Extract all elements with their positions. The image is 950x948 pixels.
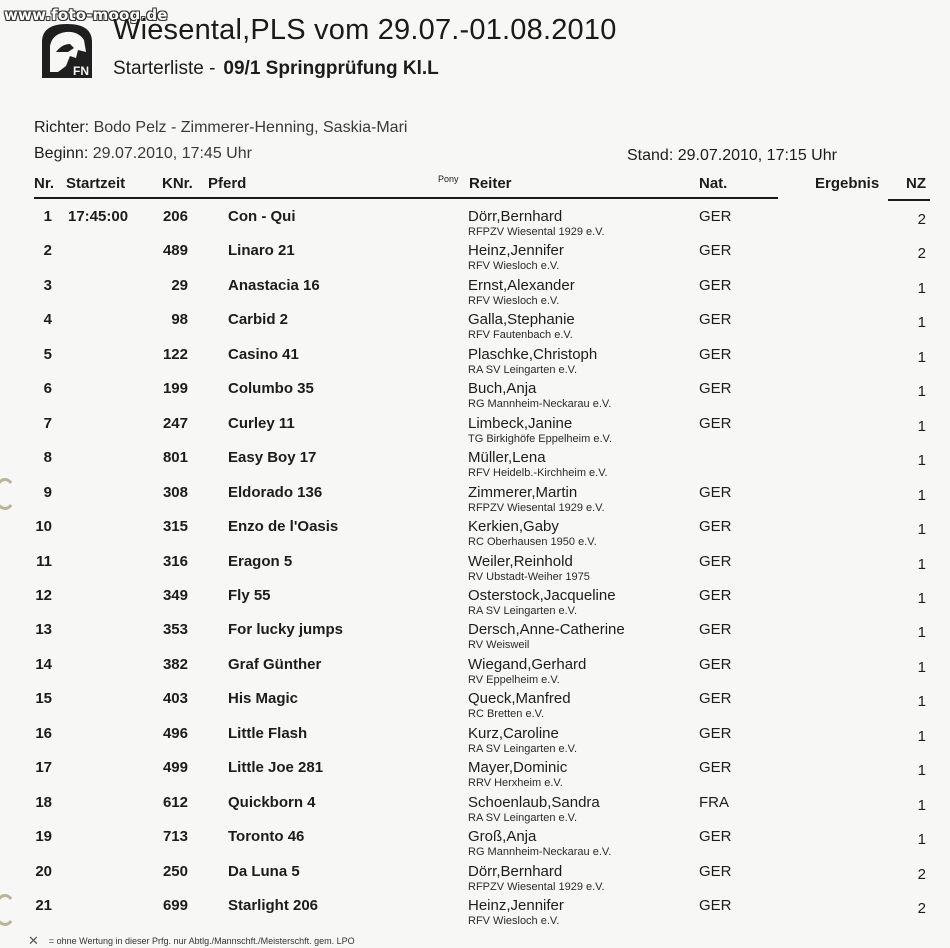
row-nz: 1 (917, 279, 926, 297)
row-knr: 382 (162, 655, 188, 673)
row-pferd: Carbid 2 (228, 311, 289, 329)
row-knr: 122 (162, 345, 188, 363)
row-reiter: Wiegand,Gerhard (468, 655, 587, 673)
row-nat: GER (699, 586, 732, 604)
row-nat: GER (699, 276, 732, 294)
table-row (0, 311, 950, 345)
row-knr: 199 (162, 380, 188, 398)
beginn-value: 29.07.2010, 17:45 Uhr (92, 145, 252, 162)
row-club: RFV Wiesloch e.V. (468, 915, 560, 927)
beginn-line (34, 145, 252, 163)
table-row (0, 242, 950, 276)
row-nz: 1 (917, 314, 926, 332)
beginn-label: Beginn: (34, 145, 89, 162)
row-nat: GER (699, 483, 732, 501)
row-nr: 17 (35, 759, 52, 777)
row-nz: 1 (917, 762, 926, 780)
row-knr: 801 (162, 449, 188, 467)
row-nz: 2 (917, 245, 926, 263)
page-title: Wiesental,PLS vom 29.07.-01.08.2010 (113, 14, 617, 46)
row-knr: 489 (162, 242, 188, 260)
row-nat: GER (699, 380, 732, 398)
row-reiter: Limbeck,Janine (468, 414, 573, 432)
row-nat: GER (699, 208, 732, 225)
row-nz: 1 (917, 417, 926, 435)
row-nz: 1 (917, 796, 926, 814)
row-reiter: Buch,Anja (468, 380, 537, 398)
row-knr: 353 (162, 621, 188, 639)
row-nr: 7 (43, 414, 52, 432)
row-club: RA SV Leingarten e.V. (468, 811, 578, 824)
row-club: RV Weisweil (468, 639, 530, 652)
row-nat: GER (699, 862, 732, 880)
row-nz: 2 (917, 211, 926, 228)
row-reiter: Queck,Manfred (468, 690, 571, 708)
row-nat: GER (699, 311, 732, 329)
row-pferd: For lucky jumps (228, 621, 344, 639)
header-rule (34, 197, 778, 199)
row-nz: 1 (917, 658, 926, 676)
row-nr: 16 (35, 724, 52, 742)
page-subtitle (113, 58, 439, 80)
row-reiter: Heinz,Jennifer (468, 242, 564, 260)
row-club: RV Ubstadt-Weiher 1975 (468, 570, 590, 583)
row-nr: 1 (43, 208, 52, 225)
table-row (0, 897, 950, 931)
row-reiter: Dörr,Bernhard (468, 862, 563, 880)
row-knr: 713 (162, 828, 188, 846)
row-startzeit: 17:45:00 (68, 208, 129, 225)
row-reiter: Ernst,Alexander (468, 276, 575, 294)
row-reiter: Kurz,Caroline (468, 724, 559, 742)
row-pferd: Eldorado 136 (228, 483, 323, 501)
richter-label: Richter: (34, 119, 90, 136)
header-rule-nz (888, 199, 930, 201)
table-row (0, 863, 950, 897)
stand-line: Stand: 29.07.2010, 17:15 Uhr (627, 147, 837, 164)
fn-logo (40, 22, 94, 80)
row-nat: GER (699, 724, 732, 742)
row-club: RRV Herxheim e.V. (468, 777, 563, 790)
row-nr: 2 (43, 242, 52, 260)
row-nat: GER (699, 690, 732, 708)
row-pferd: Columbo 35 (228, 380, 314, 398)
row-nz: 1 (917, 348, 926, 366)
row-club: RA SV Leingarten e.V. (468, 742, 578, 755)
row-nr: 21 (35, 897, 52, 914)
col-reiter: Reiter (469, 175, 512, 192)
row-club: RG Mannheim-Neckarau e.V. (468, 846, 612, 859)
table-row (0, 380, 950, 414)
table-row (0, 725, 950, 759)
row-pferd: Toronto 46 (228, 828, 305, 846)
table-row (0, 690, 950, 724)
row-knr: 308 (162, 483, 188, 501)
row-knr: 98 (171, 311, 188, 329)
row-nr: 15 (35, 690, 52, 708)
row-nz: 1 (917, 727, 926, 745)
row-nz: 1 (917, 624, 926, 642)
row-reiter: Galla,Stephanie (468, 311, 575, 329)
row-nat: GER (699, 897, 732, 914)
table-row (0, 621, 950, 655)
row-nat: GER (699, 414, 732, 432)
row-club: RFV Wiesloch e.V. (468, 294, 560, 307)
row-pferd: Curley 11 (228, 414, 295, 432)
row-knr: 699 (162, 897, 188, 914)
col-pferd: Pferd (208, 175, 247, 192)
row-reiter: Dörr,Bernhard (468, 208, 563, 225)
row-nat: GER (699, 621, 732, 639)
table-row (0, 277, 950, 311)
row-knr: 315 (162, 518, 188, 536)
row-nz: 1 (917, 555, 926, 573)
row-pferd: Linaro 21 (228, 242, 295, 260)
row-pferd: Casino 41 (228, 345, 299, 363)
row-pferd: Enzo de l'Oasis (228, 518, 339, 536)
row-nr: 5 (43, 345, 52, 363)
row-nz: 1 (917, 693, 926, 711)
row-knr: 496 (162, 724, 188, 742)
row-club: RFPZV Wiesental 1929 e.V. (468, 880, 605, 893)
row-reiter: Kerkien,Gaby (468, 518, 559, 536)
row-nz: 1 (917, 589, 926, 607)
table-row (0, 346, 950, 380)
col-knr: KNr. (162, 175, 193, 192)
row-knr: 349 (162, 586, 188, 604)
row-nz: 1 (917, 383, 926, 401)
watermark: www.foto-moog.de (4, 6, 168, 24)
row-nr: 19 (35, 828, 52, 846)
row-reiter: Osterstock,Jacqueline (468, 586, 616, 604)
row-pferd: Quickborn 4 (228, 793, 316, 811)
row-nz: 1 (917, 831, 926, 849)
col-nz: NZ (906, 175, 926, 192)
table-row (0, 794, 950, 828)
row-knr: 206 (162, 208, 188, 225)
table-row (0, 449, 950, 483)
row-pferd: Starlight 206 (228, 897, 319, 914)
row-nr: 6 (43, 380, 52, 398)
row-pferd: His Magic (228, 690, 299, 708)
table-row (0, 518, 950, 552)
row-nat: FRA (699, 793, 729, 811)
row-club: RG Mannheim-Neckarau e.V. (468, 398, 612, 411)
richter-line (34, 119, 407, 137)
row-nz: 1 (917, 452, 926, 470)
row-reiter: Plaschke,Christoph (468, 345, 598, 363)
row-club: RFPZV Wiesental 1929 e.V. (468, 501, 605, 514)
logo-fn-text: FN (73, 64, 89, 78)
row-pferd: Anastacia 16 (228, 276, 320, 294)
row-reiter: Dersch,Anne-Catherine (468, 621, 625, 639)
table-row (0, 828, 950, 862)
row-knr: 499 (162, 759, 188, 777)
row-club: RV Eppelheim e.V. (468, 673, 560, 686)
row-nat: GER (699, 518, 732, 536)
row-nr: 18 (35, 793, 52, 811)
subtitle-label: Starterliste - (113, 58, 216, 79)
row-knr: 403 (162, 690, 188, 708)
row-reiter: Heinz,Jennifer (468, 897, 564, 914)
col-nat: Nat. (699, 175, 728, 192)
footnote (28, 932, 355, 948)
row-nz: 1 (917, 521, 926, 539)
row-knr: 316 (162, 552, 188, 570)
row-knr: 247 (162, 414, 188, 432)
row-club: RC Bretten e.V. (468, 708, 545, 721)
row-nz: 2 (917, 900, 926, 917)
row-nat: GER (699, 345, 732, 363)
row-nz: 2 (917, 865, 926, 883)
row-nr: 8 (43, 449, 52, 467)
table-row (0, 208, 950, 242)
row-nat: GER (699, 759, 732, 777)
row-reiter: Zimmerer,Martin (468, 483, 578, 501)
row-club: RFPZV Wiesental 1929 e.V. (468, 226, 605, 238)
table-row (0, 553, 950, 587)
row-knr: 612 (162, 793, 188, 811)
row-nr: 9 (43, 483, 52, 501)
table-row (0, 656, 950, 690)
table-row (0, 759, 950, 793)
subtitle-value: 09/1 Springprüfung Kl.L (223, 58, 439, 79)
row-pferd: Little Flash (228, 724, 308, 742)
col-ergebnis: Ergebnis (815, 175, 880, 192)
row-club: TG Birkighöfe Eppelheim e.V. (468, 432, 612, 445)
row-nr: 12 (35, 586, 52, 604)
row-reiter: Weiler,Reinhold (468, 552, 573, 570)
row-pferd: Eragon 5 (228, 552, 293, 570)
row-reiter: Schoenlaub,Sandra (468, 793, 600, 811)
row-club: RC Oberhausen 1950 e.V. (468, 536, 597, 549)
row-nat: GER (699, 552, 732, 570)
footnote-text: = ohne Wertung in dieser Prfg. nur Abtlg./Mannschft./Meisterschft. gem. LPO (48, 936, 355, 946)
row-pferd: Con - Qui (228, 208, 296, 225)
table-row (0, 484, 950, 518)
richter-value: Bodo Pelz - Zimmerer-Henning, Saskia-Mari (93, 119, 408, 136)
row-nr: 14 (35, 655, 52, 673)
row-nat: GER (699, 242, 732, 260)
row-nat: GER (699, 655, 732, 673)
col-pony: Pony (438, 174, 459, 184)
col-startzeit: Startzeit (66, 175, 126, 192)
row-nr: 10 (35, 518, 52, 536)
row-club: RFV Fautenbach e.V. (468, 329, 573, 342)
table-row (0, 587, 950, 621)
table-row (0, 415, 950, 449)
row-nr: 4 (43, 311, 52, 329)
row-nat: GER (699, 828, 732, 846)
row-nr: 13 (35, 621, 52, 639)
row-club: RA SV Leingarten e.V. (468, 604, 578, 617)
row-knr: 29 (171, 276, 188, 294)
row-nr: 11 (36, 552, 52, 570)
row-pferd: Graf Günther (228, 655, 322, 673)
row-nz: 1 (917, 486, 926, 504)
row-knr: 250 (162, 862, 188, 880)
row-club: RFV Wiesloch e.V. (468, 260, 560, 273)
row-club: RA SV Leingarten e.V. (468, 363, 578, 376)
row-nr: 3 (43, 276, 52, 294)
row-reiter: Groß,Anja (468, 828, 537, 846)
row-pferd: Little Joe 281 (228, 759, 324, 777)
cross-icon: ✕ (28, 933, 39, 948)
row-reiter: Müller,Lena (468, 449, 546, 467)
col-nr: Nr. (34, 175, 55, 192)
row-nr: 20 (35, 862, 52, 880)
row-pferd: Da Luna 5 (228, 862, 300, 880)
row-reiter: Mayer,Dominic (468, 759, 568, 777)
row-pferd: Easy Boy 17 (228, 449, 317, 467)
row-pferd: Fly 55 (228, 586, 271, 604)
row-club: RFV Heidelb.-Kirchheim e.V. (468, 467, 608, 480)
